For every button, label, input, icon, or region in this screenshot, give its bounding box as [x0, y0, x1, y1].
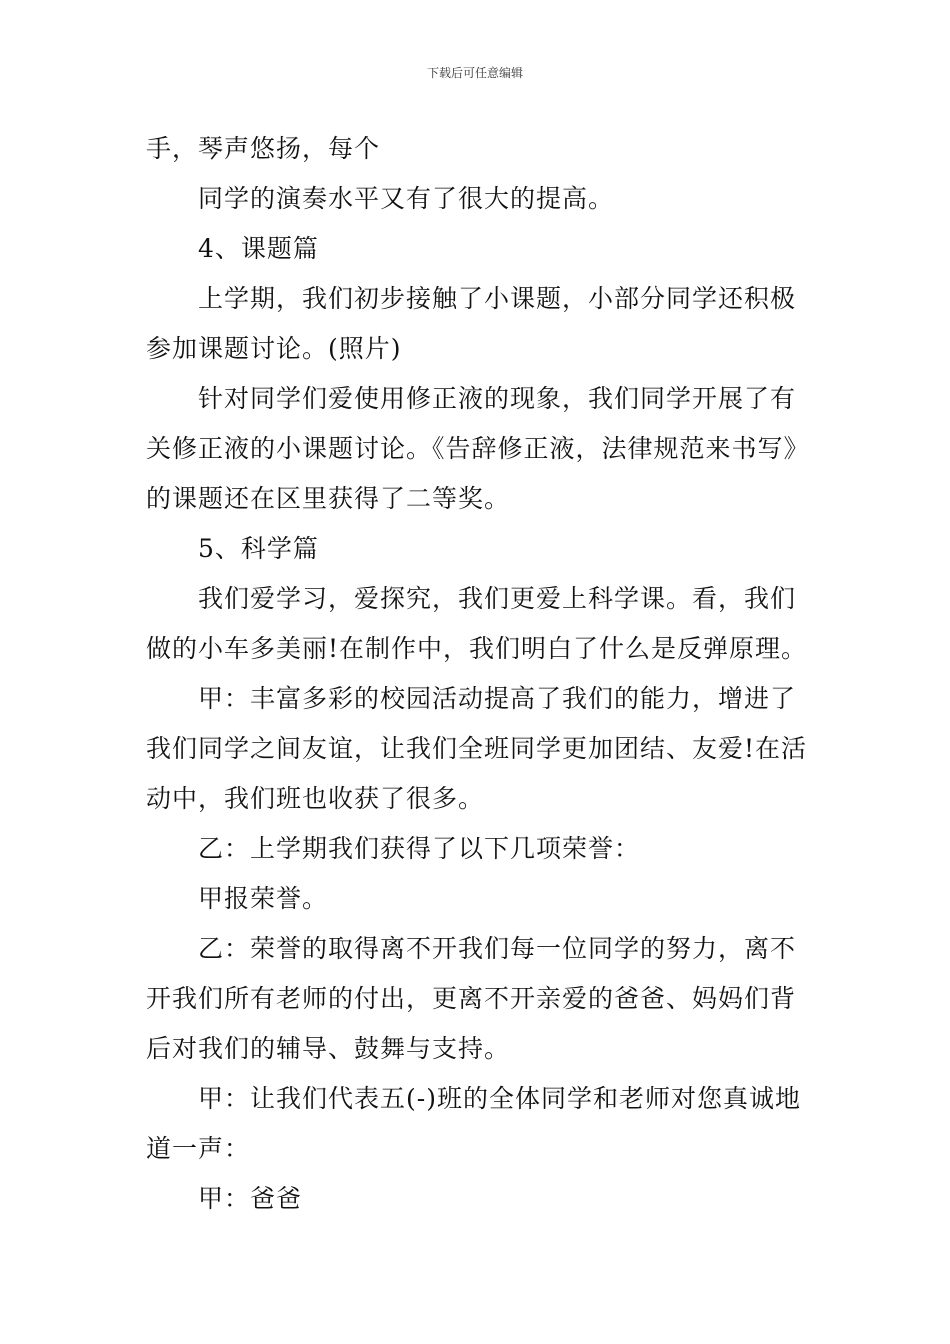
- section-heading-topics: 4、课题篇: [198, 234, 319, 263]
- paragraph-2: 同学的演奏水平又有了很大的提高。: [198, 184, 615, 213]
- paragraph-13: 甲：爸爸: [198, 1184, 303, 1213]
- paragraph-4: 上学期，我们初步接触了小课题，小部分同学还积极参加课题讨论。(照片): [146, 284, 797, 363]
- paragraph-8: 甲：丰富多彩的校园活动提高了我们的能力，增进了我们同学之间友谊，让我们全班同学更加团结、友爱!在活动中，我们班也收获了很多。: [146, 684, 808, 813]
- document-body: [146, 124, 810, 1224]
- paragraph-11: 乙：荣誉的取得离不开我们每一位同学的努力，离不开我们所有老师的付出，更离不开亲爱的爸爸、妈妈们背后对我们的辅导、鼓舞与支持。: [146, 934, 797, 1063]
- page-header: 下载后可任意编辑: [426, 66, 523, 80]
- paragraph-7: 我们爱学习，爱探究，我们更爱上科学课。看，我们做的小车多美丽!在制作中，我们明白了什么是反弹原理。: [146, 584, 808, 663]
- paragraph-9: 乙：上学期我们获得了以下几项荣誉：: [198, 834, 641, 863]
- paragraph-5: 针对同学们爱使用修正液的现象，我们同学开展了有关修正液的小课题讨论。《告辞修正液，法律规范来书写》的课题还在区里获得了二等奖。: [146, 384, 810, 513]
- paragraph-12: 甲：让我们代表五(-)班的全体同学和老师对您真诚地道一声：: [146, 1084, 801, 1163]
- section-heading-science: 5、科学篇: [198, 534, 319, 563]
- paragraph-10: 甲报荣誉。: [198, 884, 329, 913]
- paragraph-1: 手，琴声悠扬，每个: [146, 134, 381, 163]
